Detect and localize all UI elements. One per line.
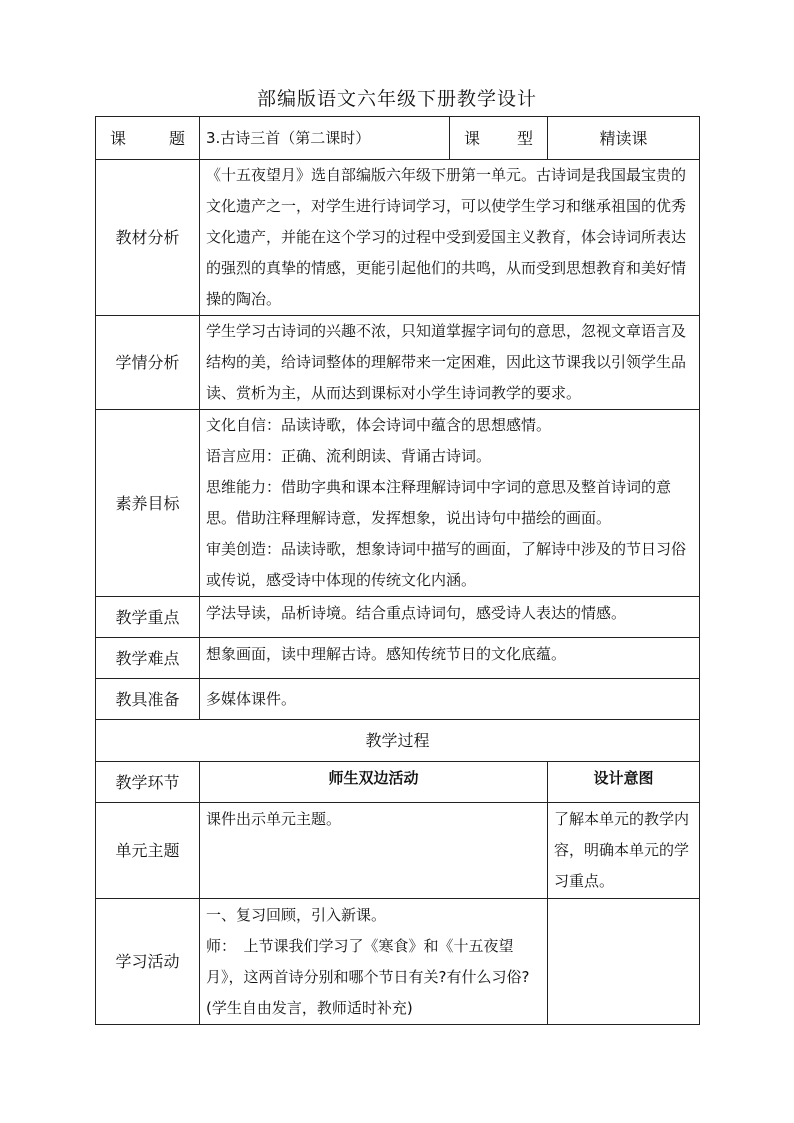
header-row <box>96 117 700 160</box>
activity-learning <box>200 899 548 1025</box>
topic-label: 课 题 <box>96 117 200 160</box>
difficulties-text: 想象画面，读中理解古诗。感知传统节日的文化底蕴。 <box>200 638 700 679</box>
student-analysis-row <box>96 316 700 410</box>
textbook-analysis-label: 教材分析 <box>96 160 200 316</box>
goal-language: 语言应用：正确、流利朗读、背诵古诗词。 <box>206 447 492 465</box>
process-header-row <box>96 762 700 803</box>
difficulties-label: 教学难点 <box>96 638 200 679</box>
key-points-text: 学法导读，品析诗境。结合重点诗词句，感受诗人表达的情感。 <box>200 597 700 638</box>
key-points-label: 教学重点 <box>96 597 200 638</box>
activity-unit-theme: 课件出示单元主题。 <box>200 803 548 899</box>
difficulties-row <box>96 638 700 679</box>
student-analysis-label: 学情分析 <box>96 316 200 410</box>
goal-thinking: 思维能力：借助字典和课本注释理解诗词中字词的意思及整首诗词的意思。借助注释理解诗意，发挥想象，说出诗句中描绘的画面。 <box>206 478 672 527</box>
process-row-learning <box>96 899 700 1025</box>
process-col-stage: 教学环节 <box>96 762 200 803</box>
type-label: 课 型 <box>450 117 548 160</box>
literacy-goals-list <box>200 410 700 597</box>
process-col-activity: 师生双边活动 <box>200 762 548 803</box>
stage-learning: 学习活动 <box>96 899 200 1025</box>
textbook-analysis-row <box>96 160 700 316</box>
student-analysis-text: 学生学习古诗词的兴趣不浓，只知道掌握字词句的意思，忽视文章语言及结构的美，给诗词整体的理解带来一定困难，因此这节课我以引领学生品读、赏析为主，从而达到课标对小学生诗词教学的要求。 <box>200 316 700 410</box>
goal-culture: 文化自信：品读诗歌，体会诗词中蕴含的思想感情。 <box>206 416 552 434</box>
activity-line: 师： 上节课我们学习了《寒食》和《十五夜望月》，这两首诗分别和哪个节日有关?有什么习俗?(学生自由发言，教师适时补充) <box>206 937 530 1017</box>
goal-aesthetic: 审美创造：品读诗歌，想象诗词中描写的画面，了解诗中涉及的节日习俗或传说，感受诗中体现的传统文化内涵。 <box>206 540 687 589</box>
intent-learning <box>548 899 700 1025</box>
literacy-goals-row <box>96 410 700 597</box>
materials-row <box>96 679 700 720</box>
key-points-row <box>96 597 700 638</box>
intent-unit-theme: 了解本单元的教学内容，明确本单元的学习重点。 <box>548 803 700 899</box>
process-title-row <box>96 720 700 762</box>
type-value: 精读课 <box>548 117 700 160</box>
process-col-intent: 设计意图 <box>548 762 700 803</box>
document-title: 部编版语文六年级下册教学设计 <box>256 88 537 110</box>
materials-text: 多媒体课件。 <box>200 679 700 720</box>
activity-line: 一、复习回顾，引入新课。 <box>206 906 387 924</box>
topic-value: 3.古诗三首（第二课时） <box>200 117 450 160</box>
textbook-analysis-text: 《十五夜望月》选自部编版六年级下册第一单元。古诗词是我国最宝贵的文化遗产之一，对学生进行诗词学习，可以使学生学习和继承祖国的优秀文化遗产，并能在这个学习的过程中受到爱国主义教育，体会诗词所表达的强烈的真挚的情感，更能引起他们的共鸣，从而受到思想教育和美好情操的陶冶。 <box>200 160 700 316</box>
literacy-goals-label: 素养目标 <box>96 410 200 597</box>
process-title: 教学过程 <box>96 720 700 762</box>
lesson-plan-table <box>95 116 700 1025</box>
materials-label: 教具准备 <box>96 679 200 720</box>
stage-unit-theme: 单元主题 <box>96 803 200 899</box>
process-row-unit-theme <box>96 803 700 899</box>
